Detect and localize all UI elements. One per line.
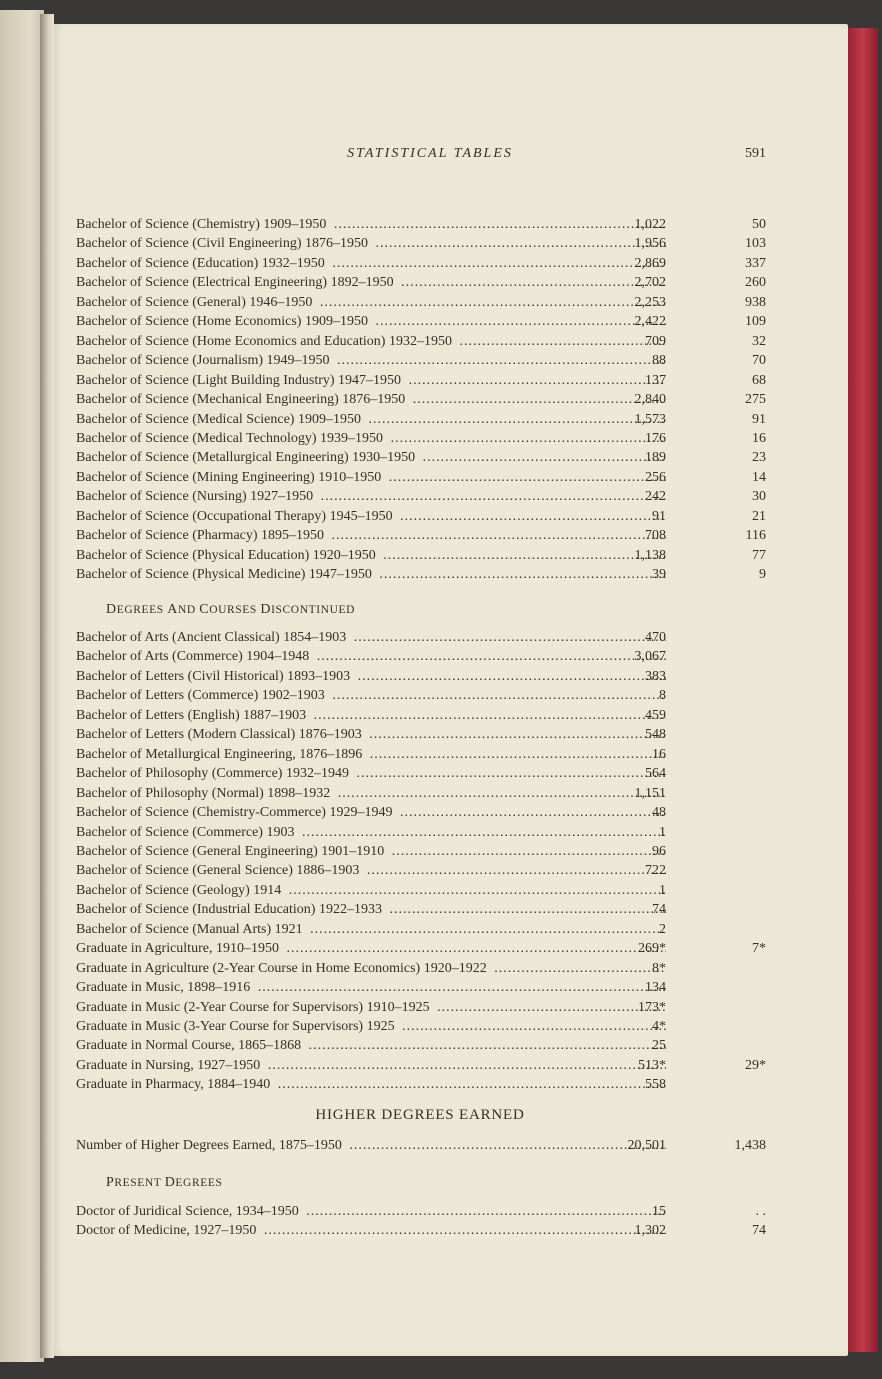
degree-label-text: Number of Higher Degrees Earned, 1875–1950 [76,1138,345,1153]
second-count: 7* [752,941,766,957]
degree-label [76,823,666,842]
degree-count: 48 [652,805,666,821]
degree-label-text: Bachelor of Science (Civil Engineering) 1876–1950 [76,236,371,251]
degree-count: 2 [659,921,666,937]
second-count: 91 [752,411,766,427]
degree-label [76,1202,666,1221]
degree-label [76,526,666,545]
degree-label-text: Bachelor of Science (Occupational Therapy) 1945–1950 [76,509,396,524]
degree-label-text: Bachelor of Science (General Engineering) 1901–1910 [76,844,387,859]
degree-label-text: Bachelor of Science (Chemistry-Commerce) 1929–1949 [76,805,395,820]
degree-label-text: Bachelor of Letters (Modern Classical) 1876–1903 [76,727,365,742]
degree-count: 564 [645,766,666,782]
degree-label-text: Graduate in Normal Course, 1865–1868 [76,1038,304,1053]
degree-count: 459 [645,707,666,723]
degree-label-text: Bachelor of Science (Light Building Industry) 1947–1950 [76,373,404,388]
degree-label-text: Graduate in Music, 1898–1916 [76,980,253,995]
degree-count: 8* [652,960,666,976]
second-count: 30 [752,489,766,505]
degree-label-text: Bachelor of Arts (Commerce) 1904–1948 [76,649,312,664]
degree-label-text: Bachelor of Science (Home Economics) 1909–1950 [76,314,371,329]
degree-label-text: Bachelor of Philosophy (Normal) 1898–1932 [76,786,333,801]
degree-label-text: Bachelor of Philosophy (Commerce) 1932–1949 [76,766,352,781]
degree-label [76,1136,666,1155]
degree-label-text: Bachelor of Science (Mechanical Engineering) 1876–1950 [76,392,408,407]
degree-count: 15 [652,1204,666,1219]
degree-count: 722 [645,863,666,879]
second-count: . . [755,1204,766,1219]
degree-label [76,861,666,880]
degree-count: 96 [652,843,666,859]
degree-label [76,565,666,584]
degree-label [76,647,666,666]
degree-label [76,1017,666,1036]
degree-count: 3,067 [634,649,666,665]
degree-label-text: Bachelor of Metallurgical Engineering, 1876–1896 [76,747,365,762]
degree-count: 91 [652,508,666,524]
degree-label [76,706,666,725]
degree-label [76,881,666,900]
degree-label-text: Bachelor of Science (Industrial Education) 1922–1933 [76,902,385,917]
degree-label-text: Bachelor of Science (Education) 1932–1950 [76,256,328,271]
degree-label-text: Bachelor of Letters (Civil Historical) 1893–1903 [76,669,353,684]
degree-label-text: Bachelor of Science (Mining Engineering) 1910–1950 [76,470,384,485]
second-count: 116 [745,528,766,544]
discontinued-heading: DEGREES AND COURSES DISCONTINUED [106,602,356,617]
degree-label [76,1221,666,1240]
degree-label [76,507,666,526]
degree-label [76,784,666,803]
second-count: 74 [752,1223,766,1239]
degree-label [76,293,666,312]
degree-label-text: Bachelor of Science (Physical Medicine) 1947–1950 [76,567,375,582]
degree-label-text: Bachelor of Science (Geology) 1914 [76,883,284,898]
degree-label-text: Graduate in Pharmacy, 1884–1940 [76,1077,273,1092]
degree-label-text: Bachelor of Letters (English) 1887–1903 [76,708,309,723]
degree-count: 269* [638,941,666,957]
degree-label [76,273,666,292]
page-number: 591 [745,146,766,161]
degree-count: 242 [645,489,666,505]
second-count: 29* [745,1057,766,1073]
degree-label [76,254,666,273]
degree-count: 134 [645,980,666,996]
degree-count: 8 [659,688,666,704]
second-count: 9 [759,567,766,583]
second-count: 337 [745,255,766,271]
degree-label-text: Bachelor of Letters (Commerce) 1902–1903 [76,688,328,703]
degree-count: 39 [652,567,666,583]
degree-count: 2,840 [634,392,666,408]
degree-count: 1,956 [634,236,666,252]
degree-count: 1,138 [634,547,666,563]
degree-count: 25 [652,1038,666,1054]
degree-label-text: Bachelor of Science (Medical Technology) 1939–1950 [76,431,386,446]
degree-count: 1,302 [634,1223,666,1239]
degree-label [76,978,666,997]
running-title: STATISTICAL TABLES [347,146,513,161]
degree-label [76,939,666,958]
second-count: 275 [745,392,766,408]
degree-count: 470 [645,630,666,645]
degree-label [76,351,666,370]
degree-count: 1 [659,824,666,840]
degree-label-text: Bachelor of Science (Electrical Engineering) 1892–1950 [76,275,397,290]
degree-count: 513* [638,1057,666,1073]
degree-count: 74 [652,902,666,918]
degree-count: 2,422 [634,314,666,330]
degree-label [76,448,666,467]
degree-label-text: Bachelor of Science (Pharmacy) 1895–1950 [76,528,327,543]
degree-count: 1 [659,882,666,898]
second-count: 32 [752,333,766,349]
degree-count: 189 [645,450,666,466]
degree-label-text: Bachelor of Science (Metallurgical Engineering) 1930–1950 [76,450,418,465]
degree-label [76,764,666,783]
degree-label [76,686,666,705]
second-count: 50 [752,217,766,232]
degree-label-text: Bachelor of Science (Nursing) 1927–1950 [76,489,316,504]
second-count: 14 [752,469,766,485]
degree-label [76,312,666,331]
degree-label [76,332,666,351]
degree-label [76,1056,666,1075]
degree-count: 1,022 [634,217,666,232]
degree-label-text: Graduate in Music (3-Year Course for Supervisors) 1925 [76,1019,398,1034]
degree-label-text: Bachelor of Science (Journalism) 1949–1950 [76,353,333,368]
degree-label-text: Doctor of Juridical Science, 1934–1950 [76,1204,302,1219]
degree-label-text: Graduate in Nursing, 1927–1950 [76,1058,263,1073]
degree-count: 709 [645,333,666,349]
degree-count: 708 [645,528,666,544]
degree-count: 2,253 [634,294,666,310]
second-count: 77 [752,547,766,563]
degree-label [76,371,666,390]
degree-count: 137 [645,372,666,388]
degree-count: 173* [638,999,666,1015]
degree-label [76,667,666,686]
degree-label [76,215,666,234]
degree-label-text: Graduate in Music (2-Year Course for Supervisors) 1910–1925 [76,1000,433,1015]
degree-label [76,234,666,253]
second-count: 16 [752,430,766,446]
degree-label [76,410,666,429]
second-count: 70 [752,353,766,369]
degree-label [76,745,666,764]
degree-label-text: Bachelor of Science (Home Economics and Education) 1932–1950 [76,334,455,349]
degree-label-text: Graduate in Agriculture, 1910–1950 [76,941,282,956]
degree-count: 176 [645,430,666,446]
degree-label-text: Bachelor of Arts (Ancient Classical) 1854–1903 [76,630,349,645]
degree-count: 88 [652,353,666,369]
second-count: 68 [752,372,766,388]
second-count: 938 [745,294,766,310]
degree-count: 1,151 [634,785,666,801]
degree-label [76,1075,666,1094]
degree-count: 383 [645,668,666,684]
degree-label [76,959,666,978]
second-count: 260 [745,275,766,291]
degree-label [76,390,666,409]
degree-label [76,628,666,647]
degree-label [76,468,666,487]
degree-count: 20,501 [627,1138,666,1153]
degree-label [76,487,666,506]
degree-label-text: Bachelor of Science (Medical Science) 1909–1950 [76,412,364,427]
degree-label [76,998,666,1017]
degree-count: 2,702 [634,275,666,291]
degree-label [76,842,666,861]
degree-count: 558 [645,1077,666,1093]
degree-label [76,1036,666,1055]
second-count: 103 [745,236,766,252]
degree-label [76,920,666,939]
degree-label-text: Bachelor of Science (General Science) 1886–1903 [76,863,362,878]
degree-label-text: Bachelor of Science (General) 1946–1950 [76,295,315,310]
degree-label [76,803,666,822]
degree-label [76,725,666,744]
degree-count: 548 [645,727,666,743]
degree-label-text: Graduate in Agriculture (2-Year Course in Home Economics) 1920–1922 [76,961,490,976]
higher-degrees-heading: HIGHER DEGREES EARNED [315,1107,525,1123]
degree-count: 256 [645,469,666,485]
degree-label [76,900,666,919]
degree-label-text: Bachelor of Science (Manual Arts) 1921 [76,922,306,937]
degree-label [76,429,666,448]
second-count: 23 [752,450,766,466]
degree-count: 4* [652,1019,666,1034]
degree-label [76,546,666,565]
second-count: 109 [745,314,766,330]
degree-count: 16 [652,746,666,762]
degree-label-text: Doctor of Medicine, 1927–1950 [76,1223,259,1238]
second-count: 21 [752,508,766,524]
degree-label-text: Bachelor of Science (Commerce) 1903 [76,825,297,840]
degree-count: 1,573 [634,411,666,427]
present-degrees-heading: PRESENT DEGREES [106,1175,223,1190]
second-count: 1,438 [734,1138,766,1153]
degree-count: 2,869 [634,255,666,271]
degree-label-text: Bachelor of Science (Physical Education) 1920–1950 [76,548,379,563]
degree-label-text: Bachelor of Science (Chemistry) 1909–1950 [76,217,329,232]
